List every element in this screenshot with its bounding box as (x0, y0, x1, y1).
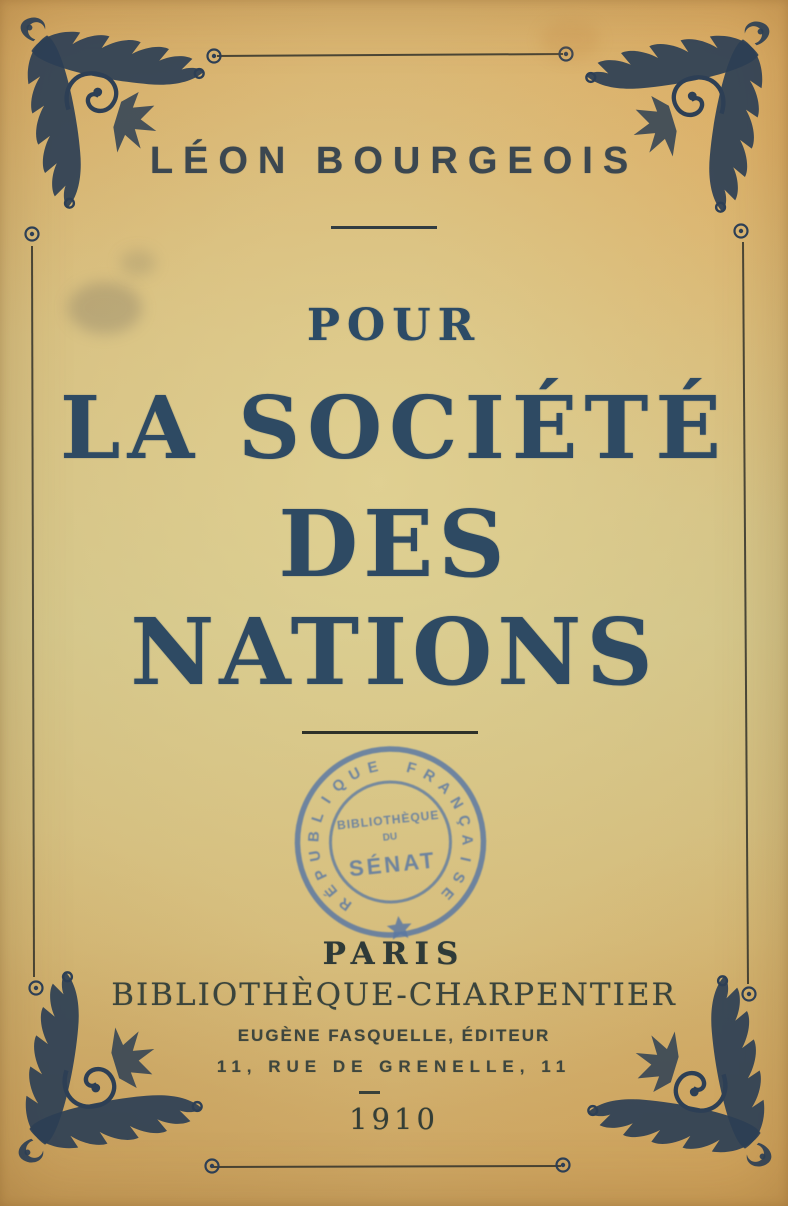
svg-text:R: R (336, 893, 355, 914)
title-line-societe: LA SOCIÉTÉ (60, 378, 728, 479)
paper-stain (120, 250, 156, 276)
svg-text:U: U (346, 764, 364, 785)
title-line-nations: DES NATIONS (130, 490, 658, 706)
svg-text:U: U (305, 848, 325, 863)
svg-text:B: B (305, 830, 324, 843)
svg-text:Q: Q (328, 775, 350, 796)
svg-text:N: N (446, 794, 467, 813)
svg-text:A: A (458, 834, 476, 846)
svg-text:L: L (308, 810, 328, 825)
imprint-address: 11, RUE DE GRENELLE, 11 (216, 1057, 572, 1076)
svg-text:E: E (437, 883, 457, 903)
imprint-city: PARIS (322, 936, 466, 972)
svg-text:Ç: Ç (454, 813, 474, 829)
year-dash (359, 1091, 380, 1094)
svg-text:R: R (420, 765, 439, 787)
svg-text:I: I (456, 855, 474, 864)
stamp-line2: DU (382, 831, 398, 844)
svg-text:É: É (321, 881, 342, 900)
svg-text:A: A (434, 777, 455, 798)
imprint-publisher: BIBLIOTHÈQUE-CHARPENTIER (111, 977, 677, 1013)
author-name: LÉON BOURGEOIS (149, 140, 639, 182)
svg-text:I: I (318, 793, 335, 807)
svg-text:E: E (366, 758, 380, 777)
paper-stain (540, 20, 600, 60)
imprint-editor: EUGÈNE FASQUELLE, ÉDITEUR (237, 1026, 551, 1045)
stamp-line3: SÉNAT (347, 847, 438, 882)
title-line-pour: POUR (306, 300, 482, 351)
svg-text:S: S (448, 868, 469, 886)
imprint-year: 1910 (349, 1102, 439, 1136)
corner-flourish-icon (582, 16, 782, 216)
stamp-line1: BIBLIOTHÈQUE (336, 807, 440, 833)
svg-text:F: F (404, 758, 419, 778)
svg-text:P: P (311, 866, 331, 883)
author-rule (331, 226, 437, 229)
